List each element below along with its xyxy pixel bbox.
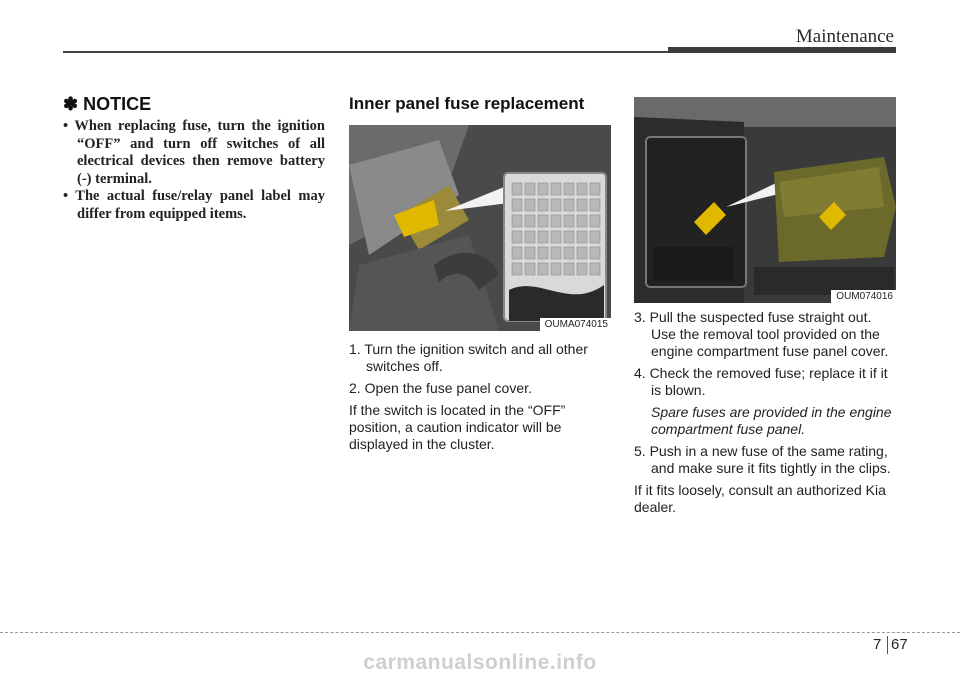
engine-fuse-panel-photo bbox=[634, 97, 896, 303]
notice-item: • The actual fuse/relay panel label may differ from equipped items. bbox=[63, 188, 325, 222]
footer-rule bbox=[0, 632, 960, 633]
closing-note: If it fits loosely, consult an authorized Kia dealer. bbox=[634, 482, 886, 515]
header-bar bbox=[668, 47, 896, 53]
notice-title: ✽ NOTICE bbox=[63, 94, 152, 114]
figure-caption: OUM074016 bbox=[831, 290, 896, 303]
step-3: 3. Pull the suspected fuse straight out. Use the removal tool provided on the engine compartment fuse panel cover. bbox=[634, 309, 889, 359]
step-note: If the switch is located in the “OFF” position, a caution indicator will be displayed in the cluster. bbox=[349, 402, 566, 452]
watermark: carmanualsonline.info bbox=[363, 651, 597, 674]
header-title: Maintenance bbox=[795, 26, 894, 47]
step-2: 2. Open the fuse panel cover. bbox=[349, 380, 532, 396]
inner-fuse-panel-photo bbox=[349, 125, 611, 331]
page-chapter: 7 bbox=[873, 636, 882, 653]
figure-caption: OUMA074015 bbox=[540, 318, 611, 331]
step-5: 5. Push in a new fuse of the same rating, and make sure it fits tightly in the clips. bbox=[634, 443, 891, 476]
figure-engine-fuse-panel bbox=[634, 97, 896, 303]
notice-list bbox=[63, 118, 325, 223]
page-number: 67 bbox=[891, 636, 908, 653]
instructions-left bbox=[349, 341, 611, 458]
instructions-right bbox=[634, 309, 896, 521]
section-title: Inner panel fuse replacement bbox=[349, 94, 585, 113]
step-4: 4. Check the removed fuse; replace it if it is blown. bbox=[634, 365, 888, 398]
notice-item: • When replacing fuse, turn the ignition “OFF” and turn off switches of all electrical devices then remove battery (-) terminal. bbox=[63, 118, 325, 187]
spare-fuse-note: Spare fuses are provided in the engine compartment fuse panel. bbox=[651, 404, 892, 437]
step-1: 1. Turn the ignition switch and all other switches off. bbox=[349, 341, 588, 374]
figure-inner-fuse-panel bbox=[349, 125, 611, 331]
